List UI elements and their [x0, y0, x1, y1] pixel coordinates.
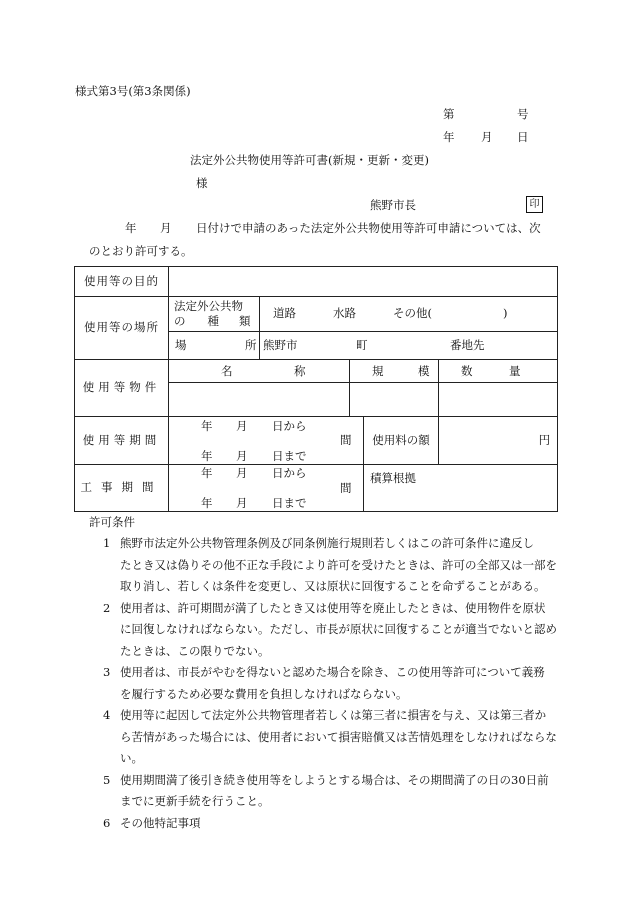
condition-number: 2	[103, 600, 111, 615]
condition-line: たとき又は偽りその他不正な手段により許可を受けたときは、許可の全部又は一部を	[120, 557, 557, 572]
quantity-header-2: 量	[509, 364, 521, 378]
kind-options	[260, 297, 558, 332]
kind-label-rui: 類	[239, 314, 251, 328]
period-from-year: 年	[201, 419, 213, 433]
condition-number: 1	[103, 536, 111, 550]
work-to-year: 年	[201, 496, 213, 510]
condition-item	[103, 662, 555, 705]
work-period-value[interactable]	[169, 465, 364, 512]
kind-label-shu: 種	[207, 314, 219, 328]
fee-yen: 円	[538, 433, 551, 447]
fee-value[interactable]	[439, 417, 558, 465]
condition-line: 使用等に起因して法定外公共物管理者若しくは第三者に損害を与え、又は第三者か	[120, 708, 547, 722]
condition-line: い。	[120, 751, 143, 765]
quantity-value[interactable]	[439, 383, 558, 417]
period-from-day: 日から	[272, 419, 307, 433]
intro-year: 年	[125, 221, 137, 235]
location-label-sho: 所	[245, 338, 257, 352]
intro-month: 月	[160, 221, 172, 235]
condition-line: 使用者は、市長がやむを得ないと認めた場合を除き、この使用等許可について義務	[120, 665, 545, 679]
condition-item	[103, 598, 555, 663]
condition-number: 3	[103, 665, 111, 679]
period-label: 使用等期間	[75, 417, 169, 465]
kind-label	[169, 297, 260, 332]
doc-number-go: 号	[517, 107, 529, 121]
intro-text-2: のとおり許可する。	[89, 244, 193, 258]
conditions-heading: 許可条件	[89, 515, 135, 529]
name-header-2: 称	[294, 364, 306, 378]
condition-number: 5	[103, 772, 111, 787]
kind-waterway[interactable]: 水路	[333, 306, 356, 320]
scale-header	[350, 360, 439, 383]
condition-line: ら苦情があった場合には、使用者において損害賠償又は苦情処理をしなければならな	[120, 729, 557, 744]
date-year: 年	[443, 130, 455, 144]
period-to-month: 月	[236, 449, 248, 463]
location-city: 熊野市	[263, 338, 298, 352]
kind-other-close: )	[503, 306, 508, 320]
scale-header-1: 規	[372, 364, 384, 378]
kind-road[interactable]: 道路	[273, 306, 296, 320]
condition-item	[103, 813, 555, 835]
condition-item	[103, 533, 555, 598]
location-value[interactable]	[260, 332, 558, 360]
purpose-value[interactable]	[169, 267, 558, 297]
work-from-day: 日から	[272, 466, 307, 480]
location-label-ba: 場	[175, 338, 187, 352]
condition-line: その他特記事項	[120, 815, 201, 830]
kind-other[interactable]: その他(	[393, 306, 432, 320]
seal-mark: 印	[526, 196, 543, 213]
condition-item	[103, 770, 555, 813]
period-to-day: 日まで	[272, 449, 307, 463]
quantity-header-1: 数	[461, 364, 473, 378]
kind-label-no: の	[174, 314, 186, 328]
date-month: 月	[481, 130, 493, 144]
addressee-suffix: 様	[196, 176, 208, 190]
basis-label: 積算根拠	[370, 471, 416, 485]
doc-number-dai: 第	[443, 107, 455, 121]
issuer: 熊野市長	[370, 198, 416, 212]
condition-line: に回復しなければならない。ただし、市長が原状に回復することが適当でないと認め	[120, 622, 557, 636]
date-day: 日	[517, 130, 529, 144]
work-from-month: 月	[236, 466, 248, 480]
work-from-year: 年	[201, 466, 213, 480]
condition-line: 熊野市法定外公共物管理条例及び同条例施行規則若しくはこの許可条件に違反し	[120, 536, 534, 550]
intro-text: 日付けで申請のあった法定外公共物使用等許可申請については、次	[196, 221, 541, 235]
permit-table	[74, 266, 558, 512]
condition-line: たときは、この限りでない。	[120, 643, 270, 658]
document-title: 法定外公共物使用等許可書(新規・更新・変更)	[190, 153, 429, 167]
basis-cell[interactable]	[364, 465, 558, 512]
condition-line: を履行するため必要な費用を負担しなければならない。	[120, 686, 408, 701]
condition-line: までに更新手続を行うこと。	[120, 794, 270, 808]
fee-label: 使用料の額	[364, 417, 439, 465]
location-town: 町	[356, 338, 368, 352]
work-to-day: 日まで	[272, 496, 307, 510]
period-to-year: 年	[201, 449, 213, 463]
condition-line: 使用者は、許可期間が満了したとき又は使用等を廃止したときは、使用物件を原状	[120, 600, 546, 615]
name-value[interactable]	[169, 383, 350, 417]
condition-line: 使用期間満了後引き続き使用等をしようとする場合は、その期間満了の日の30日前	[120, 772, 549, 787]
period-value[interactable]	[169, 417, 364, 465]
object-label: 使用等物件	[75, 360, 169, 417]
form-number: 様式第3号(第3条関係)	[75, 84, 191, 98]
purpose-label: 使用等の目的	[75, 267, 169, 297]
location-label	[169, 332, 260, 360]
scale-header-2: 模	[418, 364, 430, 378]
scale-value[interactable]	[350, 383, 439, 417]
period-kan: 間	[340, 433, 352, 447]
work-kan: 間	[340, 481, 352, 495]
work-to-month: 月	[236, 496, 248, 510]
kind-label-line1: 法定外公共物	[174, 299, 243, 313]
place-label: 使用等の場所	[75, 297, 169, 360]
condition-line: 取り消し、若しくは条件を変更し、又は原状に回復することを命ずることがある。	[120, 579, 546, 593]
name-header-1: 名	[221, 364, 233, 378]
condition-number: 6	[103, 815, 111, 830]
condition-item	[103, 705, 555, 770]
quantity-header	[439, 360, 558, 383]
condition-number: 4	[103, 708, 111, 722]
work-label: 工事期間	[75, 465, 169, 512]
period-from-month: 月	[236, 419, 248, 433]
location-banchi: 番地先	[450, 338, 485, 352]
name-header	[169, 360, 350, 383]
